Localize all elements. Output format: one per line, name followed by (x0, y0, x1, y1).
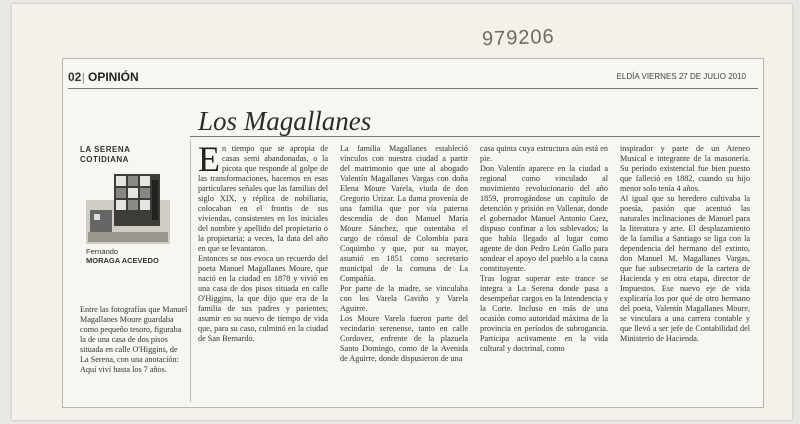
author-first-name: Fernando (86, 247, 119, 256)
column-name-line1: LA SERENA (80, 145, 131, 154)
handwritten-note: 979206 (481, 25, 556, 51)
article-column-2 (340, 144, 468, 364)
page-number: 02 (68, 70, 82, 84)
paragraph: inspirador y parte de un Ateneo Musical e integrante de la masonería. Su período existencial fue bien puesto que falleció en 1882, cuando su hijo menor solo tenía 4 años. (620, 144, 750, 193)
paragraph: Tras lograr superar este trance se integra a La Serena donde pasa a desempeñar cargos en la Intendencia y la Corte. Incluso en más de una ocasión como autoridad máxima de la provincia en períodos de subrogancia. Participa activamente en la vida cultural y doctrinal, como (480, 274, 608, 353)
paragraph: Los Moure Varela fueron parte del vecindario serenense, tanto en calle Cordovez, enfrente de la plazuela Santo Domingo, como de la Avenida de Aguirre, donde dispusieron de una (340, 314, 468, 363)
article-column-4 (620, 144, 750, 344)
author-last-name: MORAGA ACEVEDO (86, 256, 159, 265)
newspaper-header (68, 68, 758, 89)
column-name (80, 145, 130, 165)
fold-line (190, 140, 191, 402)
title-rule (190, 136, 760, 137)
paragraph: Entonces se nos evoca un recuerdo del poeta Manuel Magallanes Moure, que nació en la ciudad en 1878 y vivió en una casa de dos pisos situada en calle O'Higgins, la que dijo que era de la familia de sus padres y parientes; asumir en su nuevo de tiempo de vida que, para su caso, culminó en la ciudad de San Bernardo. (198, 254, 328, 343)
paragraph: n tiempo que se apropia de casas semi abandonadas, o la picota que responde al golpe de las transformaciones, hacemos en esas particulares señales que las familias del siglo XIX, y réplica de nobiliaria, colocaban en el frontis de sus viviendas, consistentes en los iniciales del nombre y apellido del propietario o la propietaria; a veces, la data del año en que se levantaron. (198, 144, 328, 253)
paragraph: Por parte de la madre, se vinculaba con los Varela Gaviño y Varela Aguirre. (340, 284, 468, 313)
author-byline (86, 247, 159, 265)
author-collage-image (86, 170, 170, 244)
article-column-3 (480, 144, 608, 354)
paragraph: casa quinta cuya estructura aún está en pie. (480, 144, 608, 163)
column-name-line2: COTIDIANA (80, 155, 129, 164)
drop-cap: E (198, 139, 220, 179)
paragraph: La familia Magallanes estableció vínculos con nuestra ciudad a partir del matrimonio que une al abogado Valentín Magallanes Vargas con doña Elena Moure Varela, viuda de don Gregorio Urízar. La dama provenía de una familia que por vía paterna descendía de don Manuel María Moure Sánchez, que ostentaba el cargo de cónsul de Colombia para Coquimbo y que, por su mayor, asumió en 1851 como secretario municipal de la comuna de La Compañía. (340, 144, 468, 283)
header-separator: | (82, 70, 85, 84)
dateline: ELDÍA VIERNES 27 DE JULIO 2010 (616, 72, 746, 81)
lead-quote: Entre las fotografías que Manuel Magallanes Moure guardaba como pequeño tesoro, figuraba la de una casa de dos pisos situada en calle O'Higgins, de La Serena, con una anotación: Aquí viví hasta los 7 años. (80, 305, 188, 374)
article-title: Los Magallanes (198, 106, 372, 136)
section-name: OPINIÓN (88, 70, 139, 84)
paragraph: Don Valentín aparece en la ciudad a regional como vinculado al movimiento revolucionario del año 1859, prorrogándose un capítulo de detención y prisión en Vallenar, donde el gobernador Manuel Antonio Caez, dispuso confinar a los sublevados; la que había llegado al lugar como agente de don Pedro León Gallo para sondear el apoyo del pueblo a la causa constituyente. (480, 164, 608, 273)
paragraph: Al igual que su heredero cultivaba la poesía, pasión que acentuó las naturales inclinaciones de Manuel para la literatura y arte. El desplazamiento de la familia a Santiago se liga con la dependencia del hermano del extinto, don Manuel M. Magallanes Vargas, que fue subsecretario de la cartera de Hacienda y en otra etapa, director de Impuestos. Ese nuevo eje de vida explicaría los por qué de otro hermano del poeta, Valentín Magallanes Moure, se vinculara a una carrera contable y que llevó a ser jefe de Contabilidad del Ministerio de Hacienda. (620, 194, 750, 343)
article-column-1 (198, 139, 328, 344)
